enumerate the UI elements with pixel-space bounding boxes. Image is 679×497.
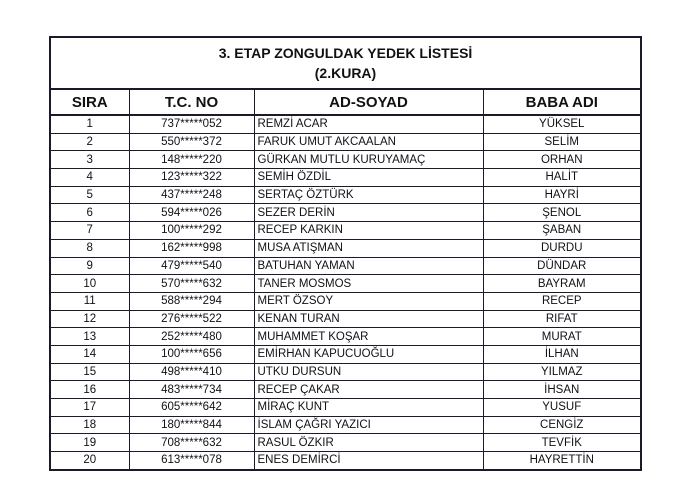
cell-tc-no: 100*****292 (129, 222, 254, 240)
table-row (51, 363, 640, 381)
table-row (51, 310, 640, 328)
table-row (51, 399, 640, 417)
cell-tc-no: 594*****026 (129, 204, 254, 222)
cell-tc-no: 483*****734 (129, 381, 254, 399)
table-row (51, 345, 640, 363)
cell-sira: 20 (51, 452, 129, 469)
cell-baba-adi: HAYRİ (483, 186, 640, 204)
cell-sira: 11 (51, 292, 129, 310)
cell-ad-soyad: REMZİ ACAR (254, 115, 483, 133)
table-row (51, 257, 640, 275)
cell-baba-adi: TEVFİK (483, 434, 640, 452)
cell-baba-adi: İLHAN (483, 345, 640, 363)
cell-sira: 1 (51, 115, 129, 133)
cell-ad-soyad: RASUL ÖZKIR (254, 434, 483, 452)
cell-ad-soyad: RECEP ÇAKAR (254, 381, 483, 399)
title-block (51, 38, 640, 90)
table-row (51, 222, 640, 240)
cell-sira: 18 (51, 416, 129, 434)
cell-tc-no: 737*****052 (129, 115, 254, 133)
cell-ad-soyad: KENAN TURAN (254, 310, 483, 328)
table-row (51, 186, 640, 204)
cell-sira: 12 (51, 310, 129, 328)
cell-sira: 10 (51, 275, 129, 293)
cell-ad-soyad: GÜRKAN MUTLU KURUYAMAÇ (254, 151, 483, 169)
table-row (51, 452, 640, 469)
cell-baba-adi: DURDU (483, 239, 640, 257)
cell-ad-soyad: SEMİH ÖZDİL (254, 169, 483, 187)
cell-baba-adi: ORHAN (483, 151, 640, 169)
reserve-list-document (49, 36, 642, 471)
cell-baba-adi: MURAT (483, 328, 640, 346)
cell-ad-soyad: İSLAM ÇAĞRI YAZICI (254, 416, 483, 434)
cell-baba-adi: RECEP (483, 292, 640, 310)
cell-tc-no: 479*****540 (129, 257, 254, 275)
cell-sira: 4 (51, 169, 129, 187)
cell-ad-soyad: RECEP KARKIN (254, 222, 483, 240)
table-row (51, 275, 640, 293)
cell-tc-no: 498*****410 (129, 363, 254, 381)
cell-baba-adi: YUSUF (483, 399, 640, 417)
cell-ad-soyad: UTKU DURSUN (254, 363, 483, 381)
cell-sira: 17 (51, 399, 129, 417)
cell-sira: 14 (51, 345, 129, 363)
cell-ad-soyad: TANER MOSMOS (254, 275, 483, 293)
cell-ad-soyad: SERTAÇ ÖZTÜRK (254, 186, 483, 204)
cell-ad-soyad: MERT ÖZSOY (254, 292, 483, 310)
cell-sira: 3 (51, 151, 129, 169)
table-row (51, 239, 640, 257)
cell-ad-soyad: BATUHAN YAMAN (254, 257, 483, 275)
table-row (51, 169, 640, 187)
cell-tc-no: 437*****248 (129, 186, 254, 204)
reserve-list-table (51, 90, 640, 469)
cell-baba-adi: İHSAN (483, 381, 640, 399)
cell-ad-soyad: MİRAÇ KUNT (254, 399, 483, 417)
column-header-baba-adi: BABA ADI (483, 90, 640, 115)
table-row (51, 151, 640, 169)
cell-baba-adi: ŞABAN (483, 222, 640, 240)
cell-sira: 9 (51, 257, 129, 275)
cell-baba-adi: SELİM (483, 133, 640, 151)
cell-baba-adi: BAYRAM (483, 275, 640, 293)
cell-tc-no: 588*****294 (129, 292, 254, 310)
cell-ad-soyad: EMİRHAN KAPUCUOĞLU (254, 345, 483, 363)
cell-baba-adi: RIFAT (483, 310, 640, 328)
table-row (51, 434, 640, 452)
cell-baba-adi: HAYRETTİN (529, 454, 594, 467)
document-title: 3. ETAP ZONGULDAK YEDEK LİSTESİ (218, 45, 473, 61)
document-subtitle: (2.KURA) (314, 65, 377, 81)
cell-tc-no: 276*****522 (129, 310, 254, 328)
table-row (51, 133, 640, 151)
cell-tc-no: 613*****078 (129, 452, 254, 469)
cell-baba-adi: YILMAZ (483, 363, 640, 381)
cell-tc-no: 570*****632 (129, 275, 254, 293)
cell-baba-adi: CENGİZ (483, 416, 640, 434)
cell-ad-soyad: MUSA ATIŞMAN (254, 239, 483, 257)
column-header-ad-soyad: AD-SOYAD (254, 90, 483, 115)
table-row (51, 292, 640, 310)
table-row (51, 115, 640, 133)
cell-sira: 5 (51, 186, 129, 204)
table-row (51, 204, 640, 222)
cell-ad-soyad: ENES DEMİRCİ (254, 452, 483, 469)
cell-tc-no: 180*****844 (129, 416, 254, 434)
cell-baba-adi: HALİT (483, 169, 640, 187)
cell-ad-soyad: MUHAMMET KOŞAR (254, 328, 483, 346)
cell-baba-adi: YÜKSEL (483, 115, 640, 133)
cell-ad-soyad: SEZER DERİN (254, 204, 483, 222)
cell-sira: 13 (51, 328, 129, 346)
cell-baba-adi: DÜNDAR (483, 257, 640, 275)
cell-tc-no: 123*****322 (129, 169, 254, 187)
table-row (51, 416, 640, 434)
cell-sira: 16 (51, 381, 129, 399)
table-body (51, 115, 640, 469)
cell-tc-no: 708*****632 (129, 434, 254, 452)
cell-ad-soyad: FARUK UMUT AKCAALAN (254, 133, 483, 151)
cell-tc-no: 162*****998 (129, 239, 254, 257)
cell-sira: 15 (51, 363, 129, 381)
header-row (51, 90, 640, 115)
cell-tc-no: 550*****372 (129, 133, 254, 151)
column-header-tc-no: T.C. NO (129, 90, 254, 115)
cell-tc-no: 148*****220 (129, 151, 254, 169)
cell-tc-no: 605*****642 (129, 399, 254, 417)
cell-sira: 6 (51, 204, 129, 222)
cell-tc-no: 100*****656 (129, 345, 254, 363)
table-row (51, 328, 640, 346)
cell-sira: 7 (51, 222, 129, 240)
column-header-sira: SIRA (51, 90, 129, 115)
cell-sira: 19 (51, 434, 129, 452)
table-row (51, 381, 640, 399)
cell-sira: 8 (51, 239, 129, 257)
cell-baba-adi: ŞENOL (483, 204, 640, 222)
cell-tc-no: 252*****480 (129, 328, 254, 346)
cell-sira: 2 (51, 133, 129, 151)
